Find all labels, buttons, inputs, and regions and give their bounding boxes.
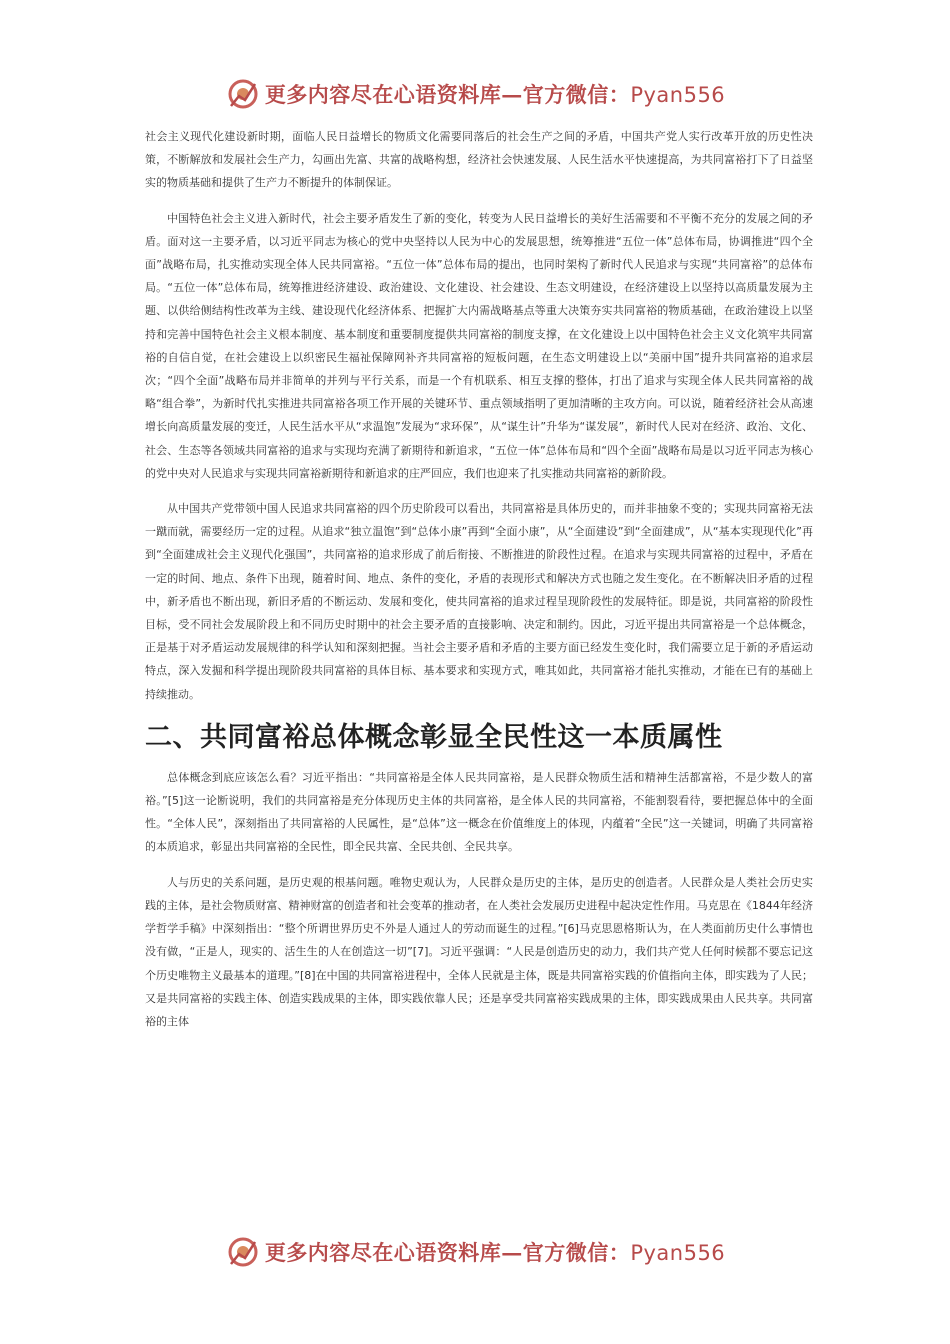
- brand-logo-icon: [225, 1234, 261, 1270]
- footer-watermark-banner: [0, 1232, 950, 1272]
- paragraph: 社会主义现代化建设新时期，面临人民日益增长的物质文化需要同落后的社会生产之间的矛盾，中国共产党人实行改革开放的历史性决策，不断解放和发展社会生产力，勾画出先富、共富的战略构想，经济社会快速发展、人民生活水平快速提高，为共同富裕打下了日益坚实的物质基础和提供了生产力不断提升的体制保证。: [145, 130, 813, 190]
- watermark-text: 更多内容尽在心语资料库—官方微信：Pyan556: [264, 1240, 726, 1265]
- wechat-id: Pyan556: [630, 1241, 726, 1265]
- paragraph: 从中国共产党带领中国人民追求共同富裕的四个历史阶段可以看出，共同富裕是具体历史的，而并非抽象不变的；实现共同富裕无法一蹴而就，需要经历一定的过程。从追求“独立温饱”到“总体小康”再到“全面小康”，从“全面建设”到“全面建成”，从“基本实现现代化”再到“全面建成社会主义现代化强国”，共同富裕的追求形成了前后衔接、不断推进的阶段性过程。在追求与实现共同富裕的过程中，矛盾在一定的时间、地点、条件下出现，随着时间、地点、条件的变化，矛盾的表现形式和解决方式也随之发生变化。在不断解决旧矛盾的过程中，新矛盾也不断出现，新旧矛盾的不断运动、发展和变化，使共同富裕的追求过程呈现阶段性的发展特征。即是说，共同富裕的阶段性目标，受不同社会发展阶段上和不同历史时期中的社会主要矛盾的直接影响、决定和制约。因此，习近平提出共同富裕是一个总体概念，正是基于对矛盾运动发展规律的科学认知和深刻把握。当社会主要矛盾和矛盾的主要方面已经发生变化时，我们需要立足于新的矛盾运动特点，深入发掘和科学提出现阶段共同富裕的具体目标、基本要求和实现方式，唯其如此，共同富裕才能扎实推动，才能在已有的基础上持续推动。: [145, 502, 813, 701]
- paragraph: 中国特色社会主义进入新时代，社会主要矛盾发生了新的变化，转变为人民日益增长的美好生活需要和不平衡不充分的发展之间的矛盾。面对这一主要矛盾，以习近平同志为核心的党中央坚持以人民为中心的发展思想，统筹推进“五位一体”总体布局，协调推进“四个全面”战略布局，扎实推动实现全体人民共同富裕。“五位一体”总体布局的提出，也同时架构了新时代人民追求与实现“共同富裕”的总体布局。“五位一体”总体布局，统筹推进经济建设、政治建设、文化建设、社会建设、生态文明建设，在经济建设上以坚持以高质量发展为主题、以供给侧结构性改革为主线、建设现代化经济体系、把握扩大内需战略基点等重大决策夯实共同富裕的物质基础，在政治建设上以坚持和完善中国特色社会主义根本制度、基本制度和重要制度提供共同富裕的制度支撑，在文化建设上以中国特色社会主义文化筑牢共同富裕的自信自觉，在社会建设上以织密民生福祉保障网补齐共同富裕的短板问题，在生态文明建设上以“美丽中国”提升共同富裕的追求层次；“四个全面”战略布局并非简单的并列与平行关系，而是一个有机联系、相互支撑的整体，打出了追求与实现全体人民共同富裕的战略“组合拳”，为新时代扎实推进共同富裕各项工作开展的关键环节、重点领域指明了更加清晰的主攻方向。可以说，随着经济社会从高速增长向高质量发展的变迁，人民生活水平从“求温饱”发展为“求环保”，从“谋生计”升华为“谋发展”，新时代人民对在经济、政治、文化、社会、生态等各领域共同富裕的追求与实现均充满了新期待和新追求，“五位一体”总体布局和“四个全面”战略布局是以习近平同志为核心的党中央对人民追求与实现共同富裕新期待和新追求的庄严回应，我们也迎来了扎实推动共同富裕的新阶段。: [145, 211, 813, 480]
- wechat-id: Pyan556: [630, 83, 726, 107]
- brand-logo-icon: [225, 76, 261, 112]
- paragraph: 人与历史的关系问题，是历史观的根基问题。唯物史观认为，人民群众是历史的主体，是历史的创造者。人民群众是人类社会历史实践的主体，是社会物质财富、精神财富的创造者和社会变革的推动者，在人类社会发展历史进程中起决定性作用。马克思在《1844年经济学哲学手稿》中深刻指出：“整个所谓世界历史不外是人通过人的劳动而诞生的过程。”[6]马克思恩格斯认为，在人类面前历史什么事情也没有做，“正是人，现实的、活生生的人在创造这一切”[7]。习近平强调：“人民是创造历史的动力，我们共产党人任何时候都不要忘记这个历史唯物主义最基本的道理。”[8]在中国的共同富裕进程中，全体人民就是主体，既是共同富裕实践的价值指向主体，即实践为了人民；又是共同富裕的实践主体、创造实践成果的主体，即实践依靠人民；还是享受共同富裕实践成果的主体，即实践成果由人民共享。共同富裕的主体: [145, 875, 813, 1028]
- section-heading: 二、共同富裕总体概念彰显全民性这一本质属性: [145, 721, 723, 753]
- document-body: [145, 125, 813, 1045]
- paragraph: 总体概念到底应该怎么看？习近平指出：“共同富裕是全体人民共同富裕，是人民群众物质生活和精神生活都富裕，不是少数人的富裕。”[5]这一论断说明，我们的共同富裕是充分体现历史主体的共同富裕，是全体人民的共同富裕，不能割裂看待，要把握总体中的全面性。“全体人民”，深刻指出了共同富裕的人民属性，是“总体”这一概念在价值维度上的体现，内蕴着“全民”这一关键词，明确了共同富裕的本质追求，彰显出共同富裕的全民性，即全民共富、全民共创、全民共享。: [145, 770, 813, 854]
- header-watermark-banner: [0, 74, 950, 114]
- watermark-text: 更多内容尽在心语资料库—官方微信：Pyan556: [264, 82, 726, 107]
